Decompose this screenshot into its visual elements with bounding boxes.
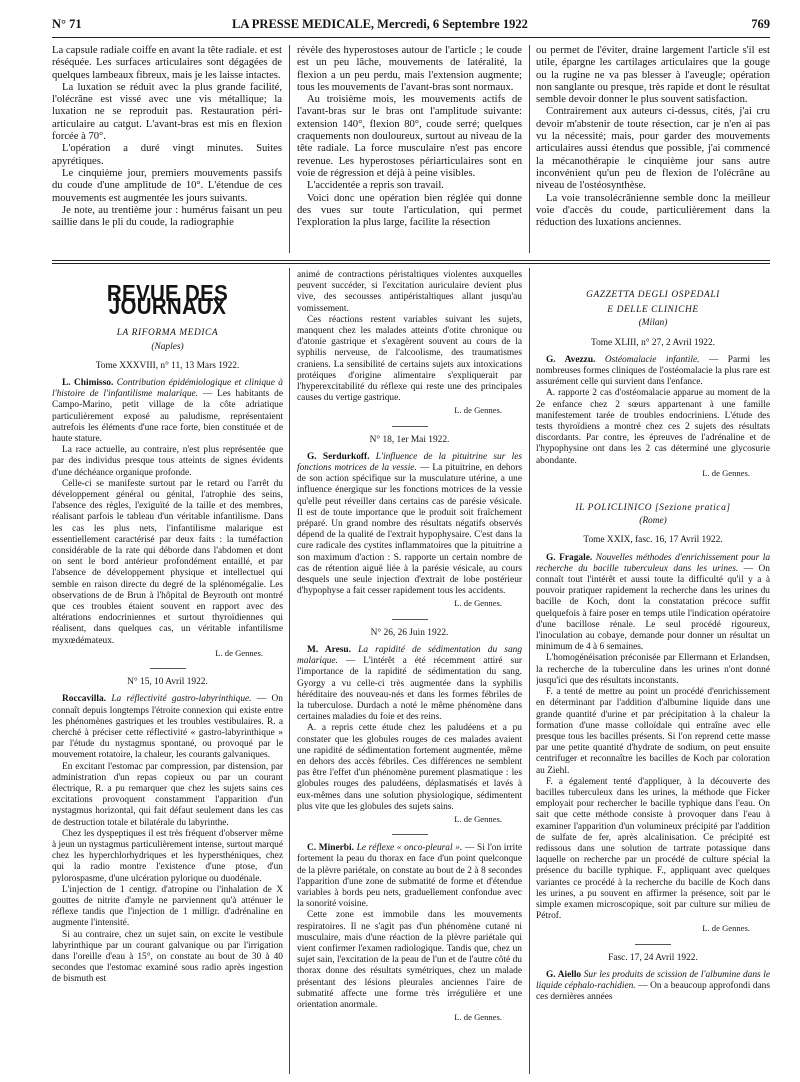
paragraph: Contrairement aux auteurs ci-dessus, cités, j'ai cru devoir m'abstenir de toute résection, car je n'en ai pas vu la nécessité; mais, pour garder des mouvements articulaires aussi étendus que possible, j'ai commencé la mécanothérapie le cinquième jour sans autre inconvénient qu'un peu de flexion de l'olécrâne au niveau de l'ostéosynthèse. [536,106,770,192]
page-header [52,13,770,37]
issue-line: Tome XLIII, n° 27, 2 Avril 1922. [591,337,715,348]
abstract-lead [297,452,522,598]
paragraph: F. a également tenté d'appliquer, à la découverte des bacilles tuberculeux dans les urines, la méthode que Ficker employait pour rechercher le bacille typhique dans l'eau. On sait que cette méthode consiste à provoquer dans l'eau à examiner l'apparition d'un volumineux précipité par l'addition de sulfate de fer, après alcalinisation. Ce précipité est redissous dans une solution de tartrate potassique dans laquelle on recherche par un procédé de culture spécial la présence du bacille typhique. F., appliquant avec quelques variantes ce procédé à la recherche du bacille de Koch dans les urines, a pu souvent en affirmer la présence, soit par le simple examen microscopique, soit par culture sur milieu de Pétrof. [536,776,770,922]
abstract-lead [536,355,770,389]
paragraph: Je note, au trentième jour : humérus faisant un peu saillie dans le pli du coude, la radiographie [52,204,282,229]
paragraph: Chez les dyspeptiques il est très fréquent d'observer même à jeun un nystagmus particulièrement intense, surtout marqué chez les hyperchlorhydriques et les hypersthéniques, chez qui la radio montre l'existence d'une ptose, d'un pylorospasme, d'une ulcération pylorique ou duodénale. [52,828,283,884]
abstract-text: — On connaît depuis longtemps l'étroite connexion qui existe entre les phénomènes gastriques et les troubles vestibulaires. R. a cherché à préciser cette réflectivité « gastro-labyrinthique » par l'étude du nystagmus spontané, ou provoqué par le mouvement rotatoire, la chaleur, les courants galvaniques. [52,694,283,761]
top-column-3 [536,45,770,257]
column-divider [529,268,530,1074]
abstract-title: L'influence de la pituitrine sur les fonctions motrices de la vessie. [297,451,522,474]
abstract-lead [52,694,283,761]
paragraph: F. a tenté de mettre au point un procédé d'enrichissement en déterminant par l'addition d'albumine liquide dans une grande quantité d'urine et par précipitation à la chaleur la formation d'une masse colloïdale qui entraîne avec elle presque tous les bacilles présents. Si l'on reprend cette masse par une petite quantité d'hydrate de sodium, on peut ensuite centrifuger et reconnaître les bacilles de Koch par coloration au Ziehl. [536,687,770,776]
running-title: LA PRESSE MEDICALE, Mercredi, 6 Septembre 1922 [232,17,528,31]
paragraph: L'homogénéisation préconisée par Ellermann et Erlandsen, la recherche de la tuberculine dans les urines n'ont donné jusqu'ici que des résultats inconstants. [536,653,770,686]
paragraph: Si au contraire, chez un sujet sain, on excite le vestibule labyrinthique par un courant galvanique ou par l'irrigation dans l'oreille d'eau à 15°, on constate au bout de 30 à 40 secondes que l'estomac examiné sous radio après ingestion de bismuth est [52,929,283,985]
journal-name: LA RIFORMA MEDICA [116,328,219,339]
abstract-text: — On a beaucoup approfondi dans ces dernières années [536,980,770,1003]
signature: L. de Gennes. [454,598,502,609]
abstract-title: Ostéomalacie infantile. [604,354,700,365]
abstract-lead [297,645,522,723]
paragraph: L'injection de 1 centigr. d'atropine ou l'inhalation de X gouttes de nitrite d'amyle ne parviennent qu'à atténuer le réflexe tandis que l'injection de 1 milligr. d'adrénaline en augmente l'intensité. [52,884,283,929]
abstract-title: Sur les produits de scission de l'albumine dans le liquide céphalo-rachidien. [536,969,770,991]
abstract-lead [297,843,522,910]
author: L. Chimisso. [62,378,114,389]
abstract-title: Le réflexe « onco-pleural ». [356,843,463,854]
column-divider [289,268,290,1074]
signature: L. de Gennes. [454,813,502,824]
author: C. Minerbi. [307,843,354,854]
revue-column-2 [297,270,522,1076]
top-column-1 [52,45,282,257]
author: G. Fragale. [546,552,593,563]
revue-column-3 [536,276,770,1076]
abstract-lead [536,970,770,1004]
issue-line: Tome XXXVIII, n° 11, 13 Mars 1922. [95,360,240,371]
abstract-title: Nouvelles méthodes d'enrichissement pour la recherche du bacille tuberculeux dans les urines. [536,552,770,574]
divider [392,834,428,835]
divider [392,619,428,620]
issue-line: N° 15, 10 Avril 1922. [127,677,208,688]
abstract-text: — Les habitants de Campo-Marino, petit village de la côte adriatique particulièrement exposé au paludisme, représentaient autrefois les éléments d'une race forte, bien constituée et de haute stature. [52,389,283,445]
paragraph: A. a repris cette étude chez les paludéens et a pu constater que les globules rouges de ces malades avaient une rapidité de sédimentation fortement augmentée, même en dehors des accès fébriles. Ces différences ne semblent pas être l'effet d'un phénomène purement plasmatique : les globules rouges des paludéens, déplasmatisés et lavés à eux-mêmes dans une solution physiologique, sédimentent plus vite que les globules des sujets sains. [297,723,522,812]
journal-city: (Naples) [151,341,184,352]
journal-city: (Rome) [639,516,667,527]
author: G. Aiello [546,969,582,980]
paragraph: révèle des hyperostoses autour de l'article ; le coude est un peu lâche, mouvements de latéralité, la flexion a un peu perdu, mais l'extension augmente; tous les mouvements de l'avant-bras sont normaux. [297,45,522,93]
page-number-left: N° 71 [52,17,82,31]
column-divider [529,45,530,253]
paragraph: L'accidentée a repris son travail. [307,180,444,192]
paragraph: La voie transolécrânienne semble donc la meilleur voie d'accès du coude, particulièrement dans la réduction des luxations anciennes. [536,192,770,229]
author: M. Aresu. [307,644,351,655]
journal-name-line-2: E DELLE CLINICHE [607,305,699,316]
paragraph: Le cinquième jour, premiers mouvements passifs du coude d'une amplitude de 10°. L'étendue de ces mouvements est augmentée les jours suivants. [52,167,282,204]
paragraph: Ces réactions restent variables suivant les sujets, manquent chez les malades atteints d'otite chronique ou d'atonie gastrique et s'exagèrent souvent au cours de la syphilis nerveuse, de l'alcoolisme, des traumatismes craniens. La sensibilité de certains sujets aux intoxications protéiques d'origine alimentaire s'expliquerait par l'hyperexcitabilité du réflexe qui reste une des principales causes du vertige gastrique. [297,314,522,404]
paragraph: L'opération a duré vingt minutes. Suites apyrétiques. [52,143,282,167]
section-rule [52,263,770,264]
abstract-text: — Si l'on irrite fortement la peau du thorax en face d'un point quelconque de la plèvre pariétale, on constate au bout de 2 à 8 secondes l'apparition d'une zone de submatité de forme et d'étendue variables à bords peu nets, graduellement confondue avec la sonorité voisine. [297,843,522,910]
author: Roccavilla. [62,694,107,705]
column-divider [289,45,290,253]
paragraph: En excitant l'estomac par compression, par distension, par administration d'un repas copieux ou par un courant électrique, R. a pu remarquer que chez les sujets sains ces excitations provoquent constamment l'apparition d'un nystagmus horizontal, qui fait défaut seulement dans les cas de destruction totale et bilatérale du labyrinthe. [52,761,283,828]
paragraph: Celle-ci se manifeste surtout par le retard ou l'arrêt du développement général ou génital, l'atrophie des seins, l'absence des règles, l'exiguïté de la taille et des membres, réalisant parfois le tableau d'un véritable infantilisme. Dans les cas les plus nets, l'infantilisme malarique est essentiellement caractérisé par deux faits : la tuméfaction considérable de la rate qui déborde dans l'abdomen et dont on sent le bord antérieur profondément entaillé, et par l'absence de développement physique et intellectuel qui semble en raison directe du degré de la splénomégalie. Les observations de de Brun à l'hôpital de Beyrouth ont montré que ces troubles étaient souvent en rapport avec des altérations endocriniennes et surtout thyroïdiennes qui réalisent, dans quelques cas, un véritable infantilisme myxœdémateux. [52,478,283,646]
author: G. Serdurkoff. [307,451,370,462]
signature: L. de Gennes. [702,467,750,478]
abstract-text: — Parmi les nombreuses formes cliniques de l'ostéomalacie la plus rare est assurément celle qui survient dans l'enfance. [536,354,770,388]
paragraph: Voici donc une opération bien réglée qui donne des vues sur toute l'articulation, qui permet l'exploration la plus large, facilite la résection [297,192,522,229]
paragraph: La capsule radiale coiffe en avant la tête radiale. et est réséquée. Les surfaces articulaires sont dégagées de quelques lambeaux fibreux, mais je les laisse intactes. [52,45,282,81]
paragraph: La race actuelle, au contraire, n'est plus représentée que par des individus presque tous atteints de signes évidents d'une déchéance organique profonde. [52,445,283,478]
paragraph: ou permet de l'éviter, draine largement l'article s'il est utile, épargne les cartilages articulaires que la gouge ou la rugine ne va pas blesser à l'aveugle; opération non sanglante ou presque, très rapide et dont le résultat semble devoir donner le plus souvent satisfaction. [536,45,770,106]
signature: L. de Gennes. [702,923,750,934]
abstract-lead [536,553,770,654]
issue-line: Fasc. 17, 24 Avril 1922. [608,952,698,963]
header-rule [52,37,770,38]
revue-column-1 [52,266,283,1076]
paragraph: Cette zone est immobile dans les mouvements respiratoires. Il ne s'agit pas d'un phénomène cutané ni musculaire, mais d'une réaction de la plèvre pariétale qui vient confirmer l'examen radiologique. Tandis que, chez un sujet sain, l'excitation de la peau de l'un et de l'autre côté du thorax donne des résultats symétriques, chez un malade présentant des lésions pleurales anciennes l'aire de submatité affecte une forme très irrégulière et une orientation anormale. [297,910,522,1010]
paragraph: La luxation se réduit avec la plus grande facilité, l'olécrâne est vissé avec une vis métallique; la luxation ne se reproduit pas. Restauration péri-articulaire au catgut. L'avant-bras est mis en flexion forcée à 70°. [52,81,282,143]
paragraph: A. rapporte 2 cas d'ostéomalacie apparue au moment de la 2e enfance chez 2 sœurs appartenant à une famille manifestement tarée de troubles endocriniens. L'étude des tests thyroïdiens a montré chez ces 2 sujets des résultats discordants. Par contre, les épreuves de l'adrénaline et de l'hypophysine ont dans les 2 cas déterminé une glycosurie abondante. [536,388,770,466]
divider [150,668,186,669]
issue-line: N° 26, 26 Juin 1922. [370,627,449,638]
section-rule [52,260,770,261]
divider [635,944,671,945]
signature: L. de Gennes. [454,405,502,416]
paragraph: animé de contractions péristaltiques violentes auxquelles peuvent succéder, si l'excitation auriculaire devient plus vive, des secousses antipéristaltiques allant jusqu'au vomissement. [297,270,522,314]
abstract-title: La réflectivité gastro-labyrinthique. [111,694,252,705]
author: G. Avezzu. [546,354,596,365]
signature: L. de Gennes. [454,1012,502,1023]
abstract-text: — On connaît tout l'intérêt et aussi toute la difficulté qu'il y a à pouvoir pratiquer rapidement la recherche dans les urines du bacille de Koch, dont la constatation précoce suffit quelquefois à faire poser en temps utile l'indication opératoire d'une bacillose rénale. Le seul procédé rigoureux, l'inoculation au cobaye, demande pour donner un résultat un minimum de 4 à 6 semaines. [536,563,770,653]
abstract-text: — La pituitrine, en dehors de son action spécifique sur la musculature utérine, a une influence énergique sur les fonctions motrices de la vessie qu'elle peut réveiller dans certains cas de parésie vésicale. Il est de toute importance que le produit soit fraîchement préparé. Un grand nombre des résultats négatifs observés dépend de la qualité de l'extrait hypophysaire. C'est dans la cure radicale des cystites inflammatoires que la pituitrine a son maximum d'action : S. rapporte un certain nombre de cas de rétention aiguë liée à la parésie vésicale, au cours desquels une seule injection d'extrait de lobe postérieur d'hypophyse a fait cesser rapidement tous les accidents. [297,463,522,597]
journal-city: (Milan) [638,318,668,329]
journal-name: IL POLICLINICO [Sezione pratica] [575,503,731,514]
abstract-lead [52,378,283,445]
page-number-right: 769 [751,17,770,31]
journal-name: GAZZETTA DEGLI OSPEDALI [586,290,720,300]
abstract-title: Contribution épidémiologique et clinique à l'histoire de l'infantilisme malarique. [52,378,283,400]
issue-line: N° 18, 1er Mai 1922. [369,434,450,445]
signature: L. de Gennes. [215,647,263,658]
divider [392,426,428,427]
top-column-2 [297,45,522,257]
abstract-text: — L'intérêt a été récemment attiré sur l'importance de la rapidité de sédimentation du sang. Gyorgy a vu celle-ci très augmentée dans la syphilis héréditaire des nouveau-nés et dans les formes fébriles de la tuberculose. Durdach a noté le même phénomène dans certaines maladies du foie et des reins. [297,656,522,723]
paragraph: Au troisième mois, les mouvements actifs de l'avant-bras sur le bras ont l'amplitude suivante: extension 140°, flexion 80°, coude serré; quelques craquements non douloureux, surtout au niveau de la tête radiale. La force musculaire n'est pas encore revenue. Les hyperostoses périarticulaires sont en voie de régression et déjà à peine visibles. [297,94,522,179]
section-title: REVUE DES JOURNAUX [106,280,229,320]
issue-line: Tome XXIX, fasc. 16, 17 Avril 1922. [583,535,723,546]
abstract-title: La rapidité de sédimentation du sang malarique. [297,644,522,667]
